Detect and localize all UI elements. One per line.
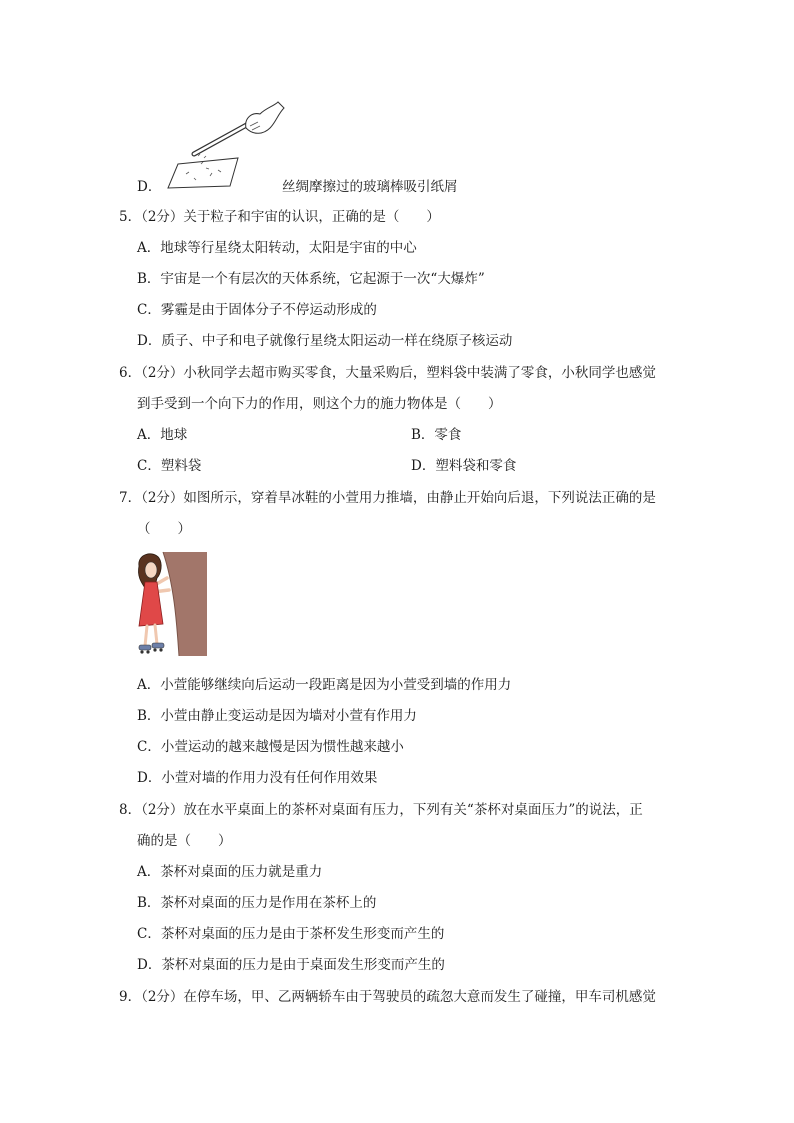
q4-option-d-letter: D． <box>137 179 162 195</box>
q9-stem-line1: 9．（2分）在停车场，甲、乙两辆轿车由于驾驶员的疏忽大意而发生了碰撞，甲车司机感觉 <box>119 989 656 1005</box>
q6-stem-line1: 6．（2分）小秋同学去超市购买零食，大量采购后，塑料袋中装满了零食，小秋同学也感觉 <box>119 365 656 381</box>
q7-option-a[interactable]: A．小萱能够继续向后运动一段距离是因为小萱受到墙的作用力 <box>137 677 512 693</box>
q7-option-b[interactable]: B．小萱由静止变运动是因为墙对小萱有作用力 <box>137 708 417 724</box>
q5-stem: 5．（2分）关于粒子和宇宙的认识，正确的是（ ） <box>119 209 440 225</box>
q8-option-b[interactable]: B．茶杯对桌面的压力是作用在茶杯上的 <box>137 895 377 911</box>
q6-option-a[interactable]: A．地球 <box>137 427 188 443</box>
q6-option-b[interactable]: B．零食 <box>411 427 462 443</box>
q5-option-d[interactable]: D．质子、中子和电子就像行星绕太阳运动一样在绕原子核运动 <box>137 333 513 349</box>
q7-option-c[interactable]: C．小萱运动的越来越慢是因为惯性越来越小 <box>137 739 404 755</box>
q8-stem-line2: 确的是（ ） <box>137 833 232 849</box>
q6-option-d[interactable]: D．塑料袋和零食 <box>411 458 517 474</box>
q7-option-d[interactable]: D．小萱对墙的作用力没有任何作用效果 <box>137 770 378 786</box>
q5-option-c[interactable]: C．雾霾是由于固体分子不停运动形成的 <box>137 302 377 318</box>
q8-option-d[interactable]: D．茶杯对桌面的压力是由于桌面发生形变而产生的 <box>137 957 445 973</box>
q7-stem-line2: （ ） <box>137 521 191 537</box>
q6-stem-line2: 到手受到一个向下力的作用，则这个力的施力物体是（ ） <box>137 396 502 412</box>
q8-option-c[interactable]: C．茶杯对桌面的压力是由于茶杯发生形变而产生的 <box>137 926 445 942</box>
q5-option-b[interactable]: B．宇宙是一个有层次的天体系统，它起源于一次“大爆炸” <box>137 271 485 287</box>
glass-rod-paper-scraps-figure <box>160 98 285 190</box>
q8-option-a[interactable]: A．茶杯对桌面的压力就是重力 <box>137 864 323 880</box>
q8-stem-line1: 8．（2分）放在水平桌面上的茶杯对桌面有压力，下列有关“茶杯对桌面压力”的说法，正 <box>119 802 643 818</box>
girl-pushing-wall-figure <box>133 548 207 658</box>
q7-stem-line1: 7．（2分）如图所示，穿着旱冰鞋的小萱用力推墙，由静止开始向后退，下列说法正确的是 <box>119 490 656 506</box>
q4-option-d-text: 丝绸摩擦过的玻璃棒吸引纸屑 <box>282 179 458 195</box>
q6-option-c[interactable]: C．塑料袋 <box>137 458 202 474</box>
q5-option-a[interactable]: A．地球等行星绕太阳转动，太阳是宇宙的中心 <box>137 240 417 256</box>
